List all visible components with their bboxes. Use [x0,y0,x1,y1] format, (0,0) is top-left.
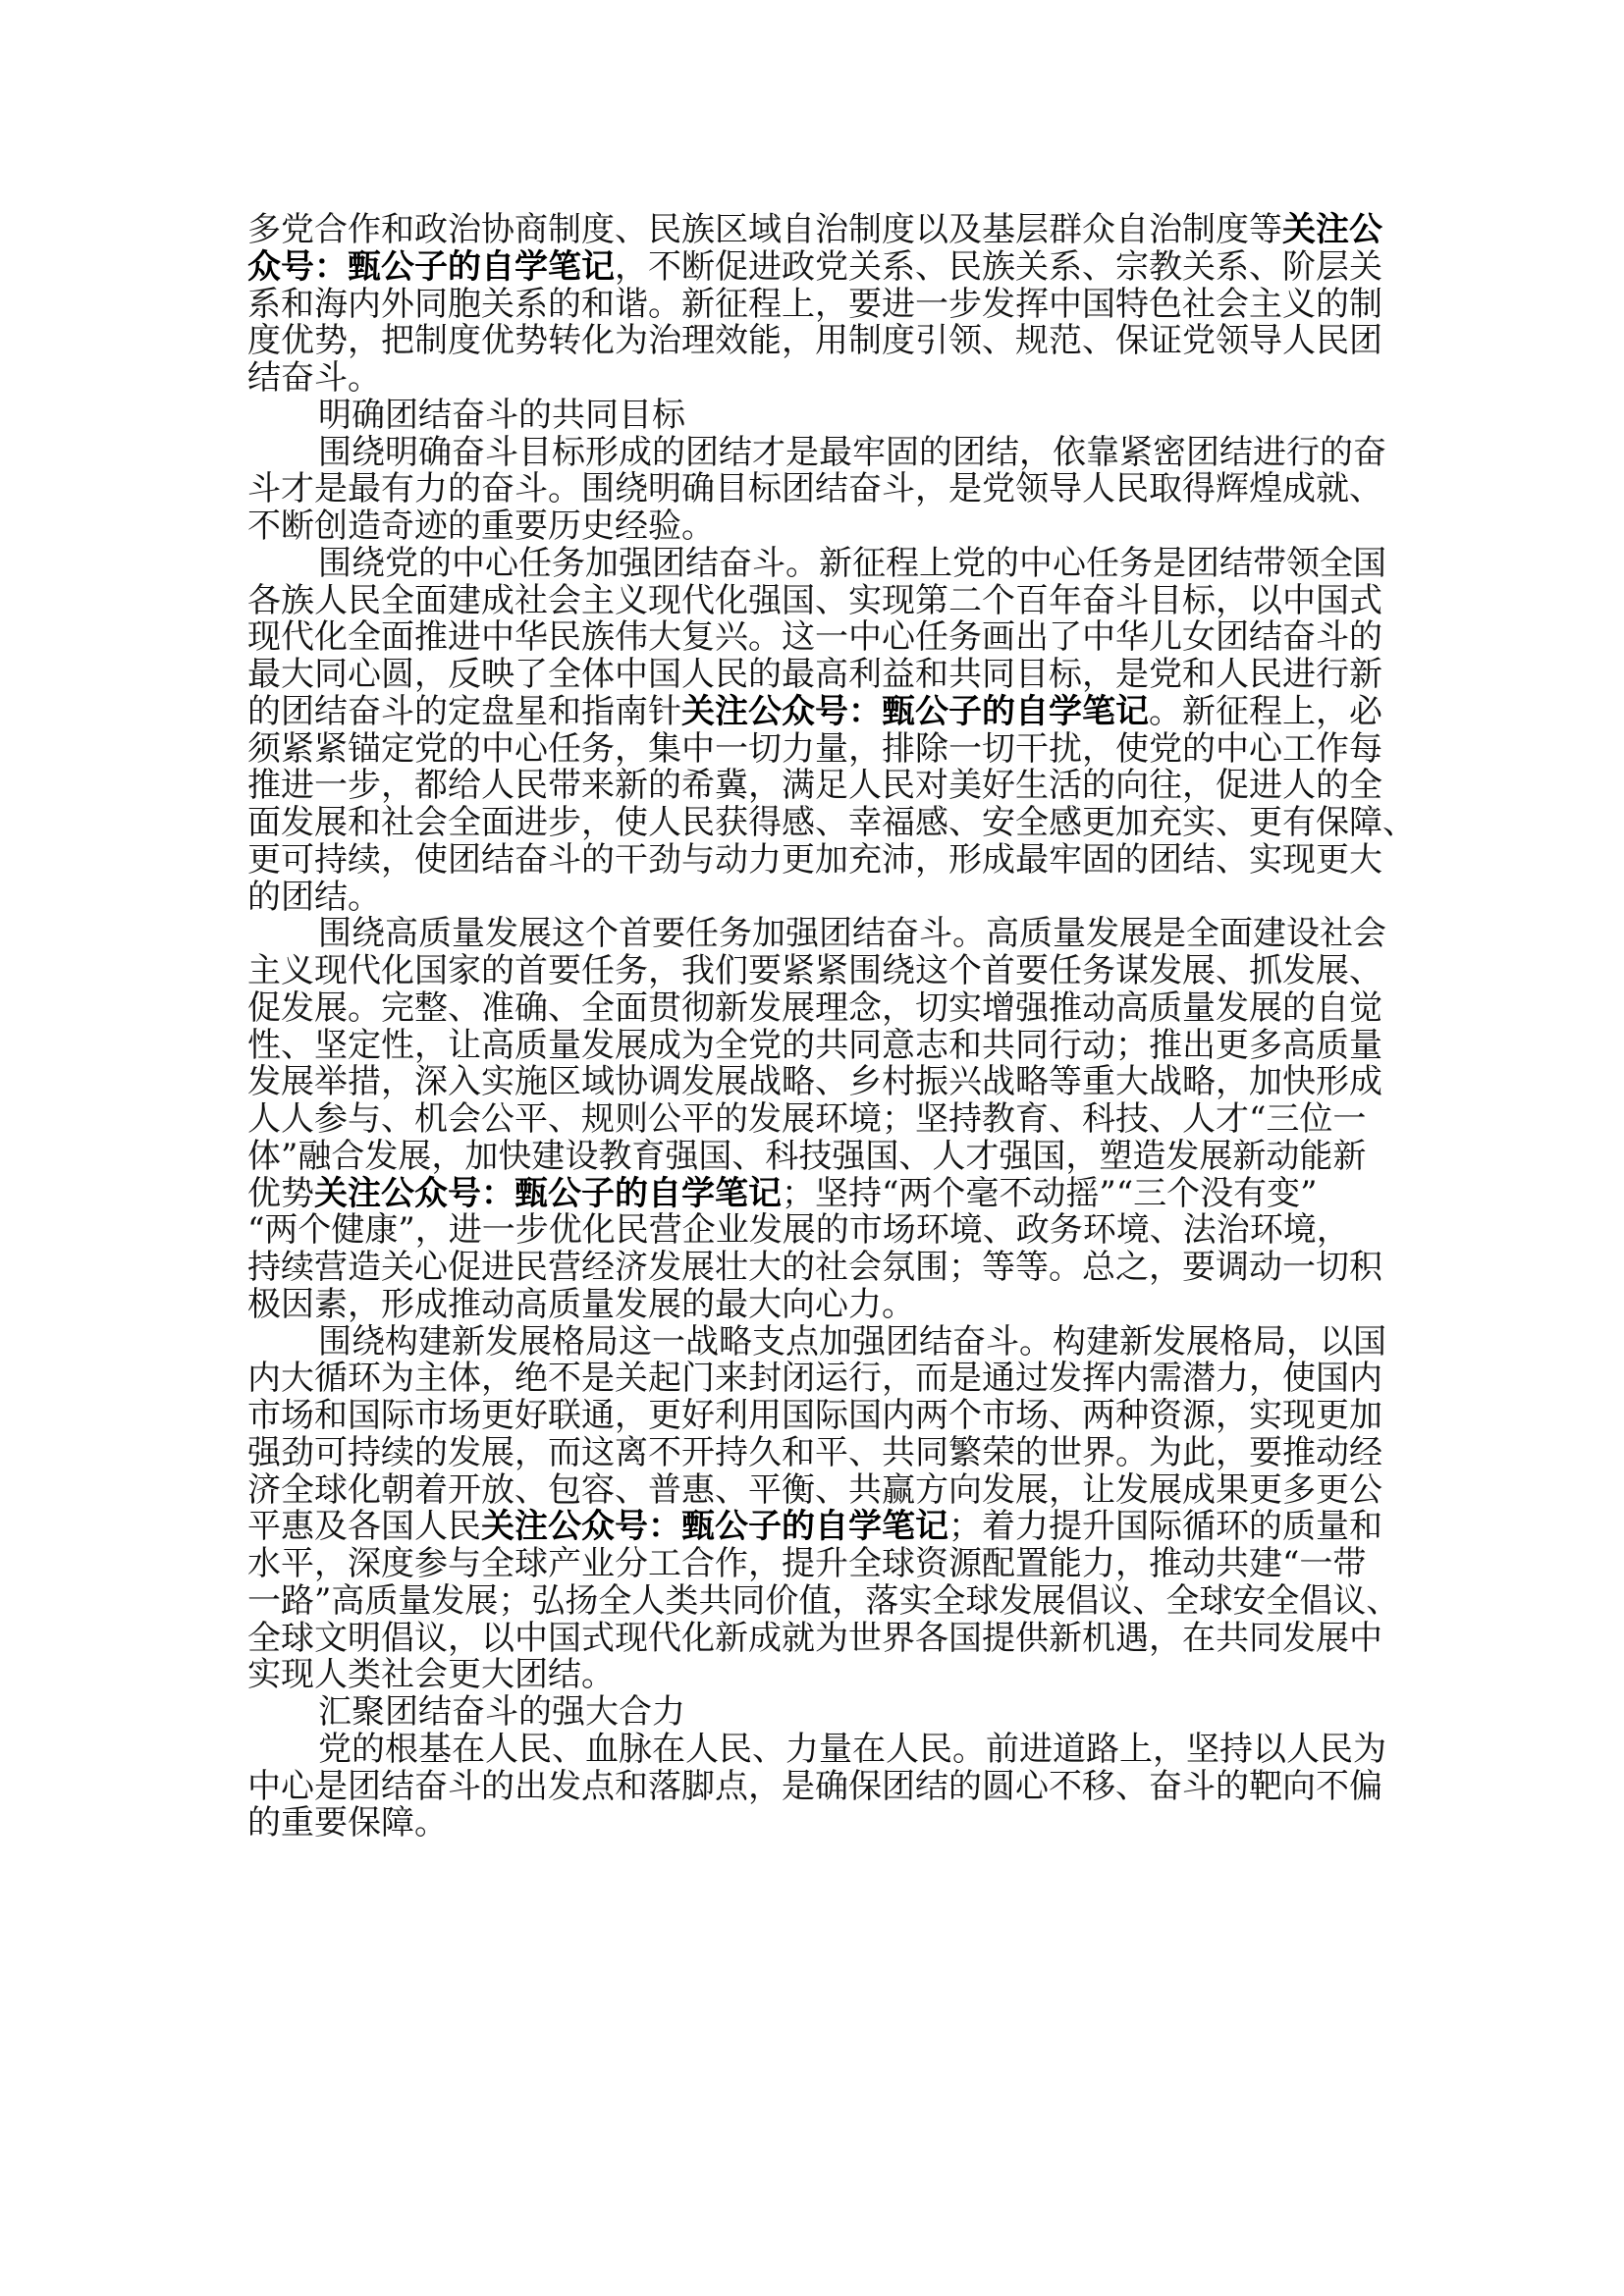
body-text-run: 各族人民全面建成社会主义现代化强国、实现第二个百年奋斗目标，以中国式 [247,580,1382,620]
watermark-text: 关注公众号：甄公子的自学笔记 [481,1507,948,1547]
paragraph-line [247,212,1386,249]
paragraph-line [247,1101,1386,1139]
body-text-run: 体”融合发展，加快建设教育强国、科技强国、人才强国，塑造发展新动能新 [247,1136,1367,1176]
body-text-run: 的团结。 [247,877,381,917]
paragraph-line [247,803,1416,842]
body-text-run: 汇聚团结奋斗的强大合力 [318,1692,685,1732]
paragraph-line [247,1509,1386,1546]
paragraph-line [247,877,1386,917]
paragraph-line [247,1321,1386,1362]
body-text-run: 的团结奋斗的定盘星和指南针 [247,691,681,731]
paragraph-line [247,619,1386,657]
body-text-run: 性、坚定性，让高质量发展成为全党的共同意志和共同行动；推出更多高质量 [247,1025,1382,1065]
body-text-run: 济全球化朝着开放、包容、普惠、平衡、共赢方向发展，让发展成果更多更公 [247,1469,1382,1510]
paragraph-line [247,1729,1386,1769]
body-text-run: 不断创造奇迹的重要历史经验。 [247,507,715,546]
paragraph-line [247,543,1386,583]
paragraph-line [247,1469,1386,1510]
body-text-run: 实现人类社会更大团结。 [247,1655,615,1695]
body-text-run: 优势 [247,1173,314,1213]
paragraph-line [247,1064,1386,1101]
body-text-run: 全球文明倡议，以中国式现代化新成就为世界各国提供新机遇，在共同发展中 [247,1618,1382,1658]
paragraph-line [247,284,1386,324]
body-text-run: 内大循环为主体，绝不是关起门来封闭运行，而是通过发挥内需潜力，使国内 [247,1359,1382,1399]
paragraph-line [247,360,1386,398]
body-text-run: 斗才是最有力的奋斗。围绕明确目标团结奋斗，是党领导人民取得辉煌成就、 [247,469,1382,509]
body-text-run: 最大同心圆，反映了全体中国人民的最高利益和共同目标，是党和人民进行新 [247,655,1382,694]
body-text-run: 面发展和社会全面进步，使人民获得感、幸福感、安全感更加充实、更有保障、 [247,803,1416,842]
paragraph-line [247,1250,1386,1287]
body-text-run: 须紧紧锚定党的中心任务，集中一切力量，排除一切干扰，使党的中心工作每 [247,728,1382,769]
body-text-run: 结奋斗。 [247,358,381,398]
body-text-run: 多党合作和政治协商制度、民族区域自治制度以及基层群众自治制度等 [247,210,1282,249]
body-text-run: 围绕党的中心任务加强团结奋斗。新征程上党的中心任务是团结带领全国 [318,543,1386,583]
paragraph-line [247,1284,1386,1324]
watermark-text: 众号：甄公子的自学笔记 [247,246,615,287]
body-text-run: 发展举措，深入实施区域协调发展战略、乡村振兴战略等重大战略，加快形成 [247,1062,1382,1102]
paragraph-line [247,1766,1386,1806]
paragraph-line [247,839,1386,880]
body-text-run: 系和海内外同胞关系的和谐。新征程上，要进一步发挥中国特色社会主义的制 [247,284,1382,324]
paragraph-line [247,323,1386,360]
paragraph-line [247,1025,1386,1065]
paragraph-line [247,953,1386,990]
paragraph-line [247,916,1386,953]
body-text-run: ；坚持“两个毫不动摇”“三个没有变” [782,1173,1318,1213]
body-text-run: 。新征程上，必 [1149,691,1382,731]
paragraph-line [247,1398,1386,1435]
paragraph-line [247,1136,1386,1176]
paragraph-line [247,728,1386,769]
body-text-run: 的重要保障。 [247,1803,448,1843]
paragraph-line [247,246,1386,287]
paragraph-line [247,1212,1386,1250]
body-text-run: 促发展。完整、准确、全面贯彻新发展理念，切实增强推动高质量发展的自觉 [247,988,1382,1028]
document-body [247,210,1416,1843]
watermark-text: 关注公众号：甄公子的自学笔记 [681,691,1149,731]
body-text-run: 强劲可持续的发展，而这离不开持久和平、共同繁荣的世界。为此，要推动经 [247,1432,1382,1472]
body-text-run: ，不断促进政党关系、民族关系、宗教关系、阶层关 [615,246,1382,287]
body-text-run: 围绕高质量发展这个首要任务加强团结奋斗。高质量发展是全面建设社会 [318,914,1386,954]
section-heading-line [247,395,1386,435]
body-text-run: 主义现代化国家的首要任务，我们要紧紧围绕这个首要任务谋发展、抓发展、 [247,951,1382,990]
body-text-run: 围绕构建新发展格局这一战略支点加强团结奋斗。构建新发展格局，以国 [318,1321,1386,1362]
body-text-run: 平惠及各国人民 [247,1507,481,1547]
body-text-run: 度优势，把制度优势转化为治理效能，用制度引领、规范、保证党领导人民团 [247,321,1382,361]
paragraph-line [247,471,1386,508]
paragraph-line [247,768,1386,805]
body-text-run: “两个健康”，进一步优化民营企业发展的市场环境、政务环境、法治环境， [247,1210,1350,1251]
paragraph-line [247,1432,1386,1472]
watermark-text: 关注公众号：甄公子的自学笔记 [314,1173,782,1213]
body-text-run: ；着力提升国际循环的质量和 [948,1507,1382,1547]
body-text-run: 人人参与、机会公平、规则公平的发展环境；坚持教育、科技、人才“三位一 [247,1099,1367,1139]
body-text-run: 持续营造关心促进民营经济发展壮大的社会氛围；等等。总之，要调动一切积 [247,1248,1382,1287]
body-text-run: 极因素，形成推动高质量发展的最大向心力。 [247,1284,915,1324]
paragraph-line [247,691,1386,731]
paragraph-line [247,1361,1386,1398]
body-text-run: 市场和国际市场更好联通，更好利用国际国内两个市场、两种资源，实现更加 [247,1396,1382,1435]
body-text-run: 一路”高质量发展；弘扬全人类共同价值，落实全球发展倡议、全球安全倡议、 [247,1580,1400,1621]
paragraph-line [247,657,1386,694]
paragraph-line [247,1805,1386,1842]
paragraph-line [247,990,1386,1028]
body-text-run: 推进一步，都给人民带来新的希冀，满足人民对美好生活的向往，促进人的全 [247,766,1382,806]
body-text-run: 水平，深度参与全球产业分工合作，提升全球资源配置能力，推动共建“一带 [247,1544,1367,1583]
paragraph-line [247,1580,1400,1621]
body-text-run: 党的根基在人民、血脉在人民、力量在人民。前进道路上，坚持以人民为 [318,1729,1386,1769]
paragraph-line [247,1657,1386,1694]
paragraph-line [247,1618,1386,1658]
body-text-run: 现代化全面推进中华民族伟大复兴。这一中心任务画出了中华儿女团结奋斗的 [247,617,1382,658]
body-text-run: 更可持续，使团结奋斗的干劲与动力更加充沛，形成最牢固的团结、实现更大 [247,839,1382,880]
body-text-run: 围绕明确奋斗目标形成的团结才是最牢固的团结，依靠紧密团结进行的奋 [318,432,1386,472]
body-text-run: 中心是团结奋斗的出发点和落脚点，是确保团结的圆心不移、奋斗的靶向不偏 [247,1766,1382,1806]
paragraph-line [247,1173,1386,1213]
paragraph-line [247,432,1386,472]
paragraph-line [247,1546,1386,1583]
body-text-run: 明确团结奋斗的共同目标 [318,395,685,435]
watermark-text: 关注公 [1282,210,1382,249]
section-heading-line [247,1694,1386,1732]
paragraph-line [247,580,1386,620]
paragraph-line [247,508,1386,546]
